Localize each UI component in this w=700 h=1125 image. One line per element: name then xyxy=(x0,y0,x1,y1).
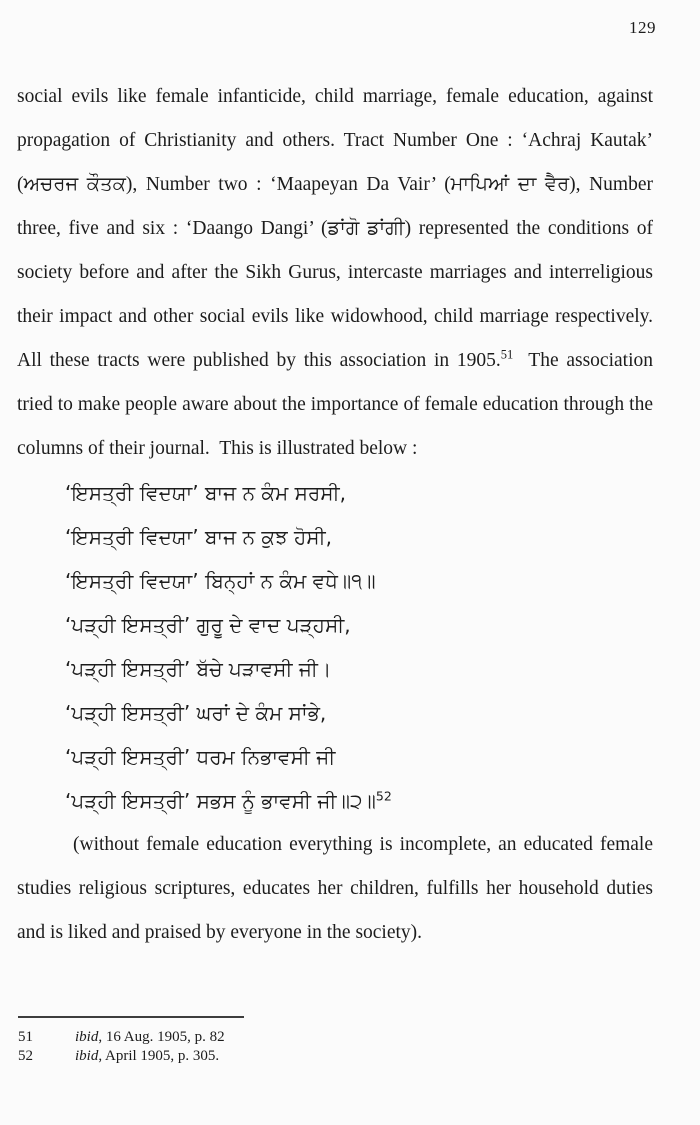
verse-line-5: ‘ਪੜ੍ਹੀ ਇਸਤ੍ਰੀ’ ਬੱਚੇ ਪੜਾਵਸੀ ਜੀ। xyxy=(65,657,332,681)
verse-line-1: ‘ਇਸਤ੍ਰੀ ਵਿਦਯਾ’ ਬਾਜ ਨ ਕੰਮ ਸਰਸੀ, xyxy=(65,481,346,505)
footnote-52-source: ibid xyxy=(75,1048,99,1064)
paragraph-tracts xyxy=(17,75,663,471)
verse-line-8 xyxy=(65,779,653,823)
verse-line-4: ‘ਪੜ੍ਹੀ ਇਸਤ੍ਰੀ’ ਗੁਰੂ ਦੇ ਵਾਦ ਪੜ੍ਹਸੀ, xyxy=(65,613,351,637)
paragraph-tracts-text-continued: The association tried to make people aware about the importance of female education through the columns of their journal. This is illustrated below : xyxy=(17,350,658,459)
verse-block-gurmukhi xyxy=(65,471,653,823)
footnote-divider xyxy=(18,1016,244,1018)
verse-line-2: ‘ਇਸਤ੍ਰੀ ਵਿਦਯਾ’ ਬਾਜ ਨ ਕੁਝ ਹੋਸੀ, xyxy=(65,525,332,549)
footnote-52 xyxy=(18,1047,678,1066)
paragraph-translation: (without female education everything is incomplete, an educated female studies religious scriptures, educates her children, fulfills her household duties and is liked and praised by everyone in the society). xyxy=(17,834,658,943)
footnote-reference-52: 52 xyxy=(375,788,392,804)
verse-line-3: ‘ਇਸਤ੍ਰੀ ਵਿਦਯਾ’ ਬਿਨ੍ਹਾਂ ਨ ਕੰਮ ਵਧੇ॥੧॥ xyxy=(65,569,376,593)
footnote-51-number: 51 xyxy=(18,1029,33,1045)
page-body xyxy=(17,75,663,955)
footnote-52-number: 52 xyxy=(18,1048,33,1064)
footnote-51-detail: , 16 Aug. 1905, p. 82 xyxy=(98,1029,225,1045)
verse-line-6: ‘ਪੜ੍ਹੀ ਇਸਤ੍ਰੀ’ ਘਰਾਂ ਦੇ ਕੰਮ ਸਾਂਭੇ, xyxy=(65,701,327,725)
footnote-reference-51: 51 xyxy=(500,347,514,362)
footnote-51 xyxy=(18,1028,678,1047)
footnote-52-detail: , April 1905, p. 305. xyxy=(98,1048,220,1064)
footnotes-section xyxy=(18,1016,678,1066)
footnote-51-source: ibid xyxy=(75,1029,99,1045)
page-number: 129 xyxy=(629,18,656,37)
paragraph-tracts-text: social evils like female infanticide, child marriage, female education, against propagation of Christianity and others. Tract Number One : ‘Achraj Kautak’ (ਅਚਰਜ ਕੌਤਕ), Number two : ‘Maapeyan Da Vair’ (ਮਾਪਿਆਂ ਦਾ ਵੈਰ), Number three, five and six : ‘Daango Dangi’ (ਡਾਂਗੋ ਡਾਂਗੀ) represented the conditions of society before and after the Sikh Gurus, intercaste marriages and interreligious their impact and other social evils like widowhood, child marriage respectively. All these tracts were published by this association in 1905. xyxy=(17,86,663,371)
verse-line-8-text: ‘ਪੜ੍ਹੀ ਇਸਤ੍ਰੀ’ ਸਭਸ ਨੂੰ ਭਾਵਸੀ ਜੀ॥੨॥ xyxy=(65,789,376,813)
verse-line-7: ‘ਪੜ੍ਹੀ ਇਸਤ੍ਰੀ’ ਧਰਮ ਨਿਭਾਵਸੀ ਜੀ xyxy=(65,745,336,769)
